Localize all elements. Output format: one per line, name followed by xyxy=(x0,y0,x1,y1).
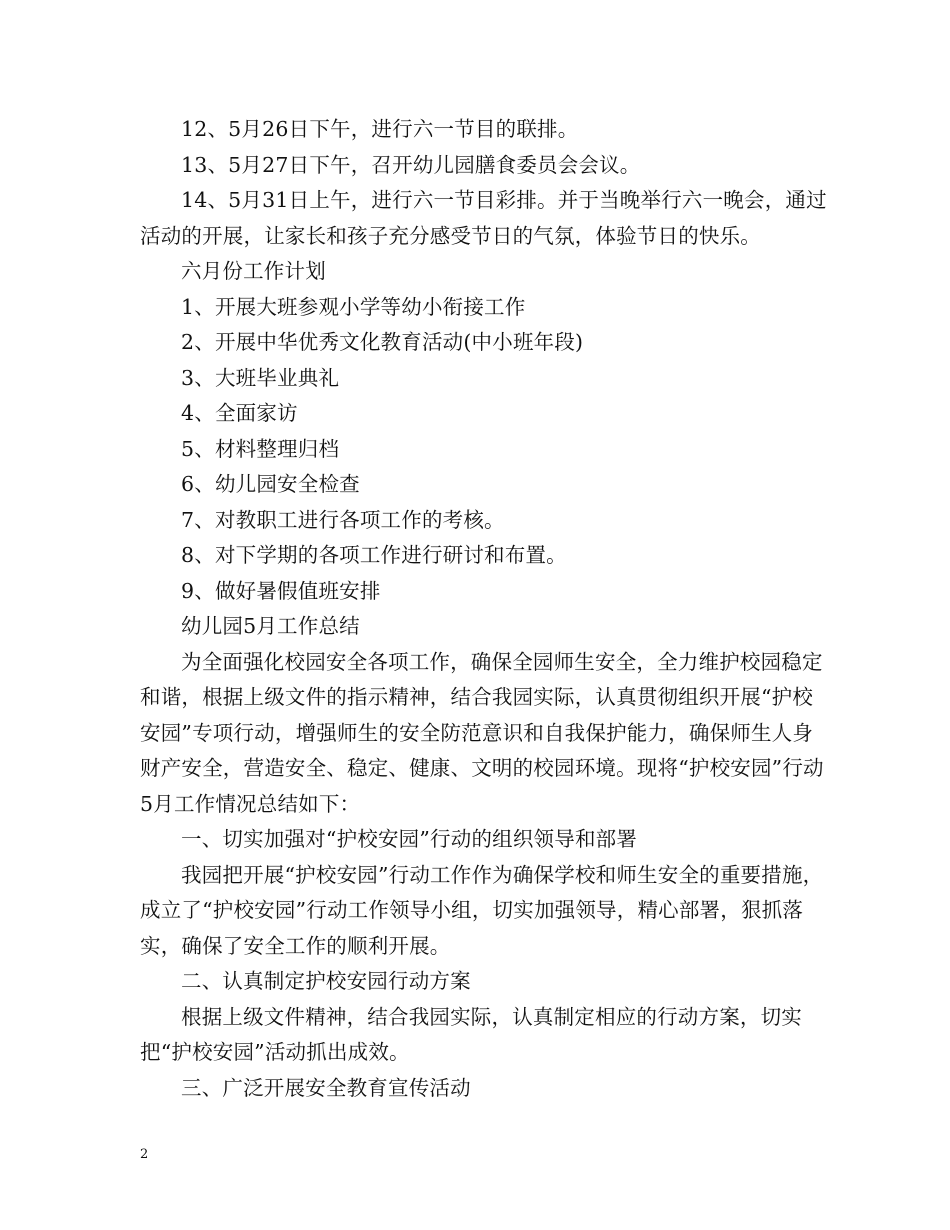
list-item-plan-3: 3、大班毕业典礼 xyxy=(181,365,340,390)
paragraph-action-plan: 根据上级文件精神，结合我园实际，认真制定相应的行动方案，切实把“护校安园”活动抓出成效。 xyxy=(140,1004,802,1064)
list-item-plan-5: 5、材料整理归档 xyxy=(181,436,340,461)
list-item-plan-1: 1、开展大班参观小学等幼小衔接工作 xyxy=(181,294,526,319)
list-item-plan-9: 9、做好暑假值班安排 xyxy=(181,578,381,603)
subheading-safety-education: 三、广泛开展安全教育宣传活动 xyxy=(181,1075,471,1100)
list-item-plan-2: 2、开展中华优秀文化教育活动(中小班年段) xyxy=(181,330,584,354)
list-item-plan-7: 7、对教职工进行各项工作的考核。 xyxy=(181,507,505,532)
paragraph-organization: 我园把开展“护校安园”行动工作作为确保学校和师生安全的重要措施，成立了“护校安园”行动工作领导小组，切实加强领导，精心部署，狠抓落实，确保了安全工作的顺利开展。 xyxy=(140,862,824,958)
page-number: 2 xyxy=(140,1147,149,1162)
section-heading-june-plan: 六月份工作计划 xyxy=(181,259,326,283)
paragraph-dress-rehearsal-gala: 14、5月31日上午，进行六一节目彩排。并于当晚举行六一晚会，通过活动的开展，让家长和孩子充分感受节日的气氛，体验节日的快乐。 xyxy=(140,188,827,248)
section-heading-may-summary: 幼儿园5月工作总结 xyxy=(181,614,360,638)
subheading-action-plan: 二、认真制定护校安园行动方案 xyxy=(181,969,471,993)
paragraph-summary-intro: 为全面强化校园安全各项工作，确保全园师生安全，全力维护校园稳定和谐，根据上级文件的指示精神，结合我园实际，认真贯彻组织开展“护校安园”专项行动，增强师生的安全防范意识和自我保护能力，确保师生人身财产安全，营造安全、稳定、健康、文明的校园环境。现将“护校安园”行动5月工作情况总结如下： xyxy=(140,649,824,816)
paragraph-rehearsal-joint: 12、5月26日下午，进行六一节目的联排。 xyxy=(181,117,579,141)
subheading-organization: 一、切实加强对“护校安园”行动的组织领导和部署 xyxy=(181,827,638,851)
list-item-plan-4: 4、全面家访 xyxy=(181,401,298,425)
paragraph-meal-committee-meeting: 13、5月27日下午，召开幼儿园膳食委员会会议。 xyxy=(181,152,641,177)
list-item-plan-6: 6、幼儿园安全检查 xyxy=(181,472,360,496)
document-body xyxy=(140,112,830,1106)
list-item-plan-8: 8、对下学期的各项工作进行研讨和布置。 xyxy=(181,543,567,567)
